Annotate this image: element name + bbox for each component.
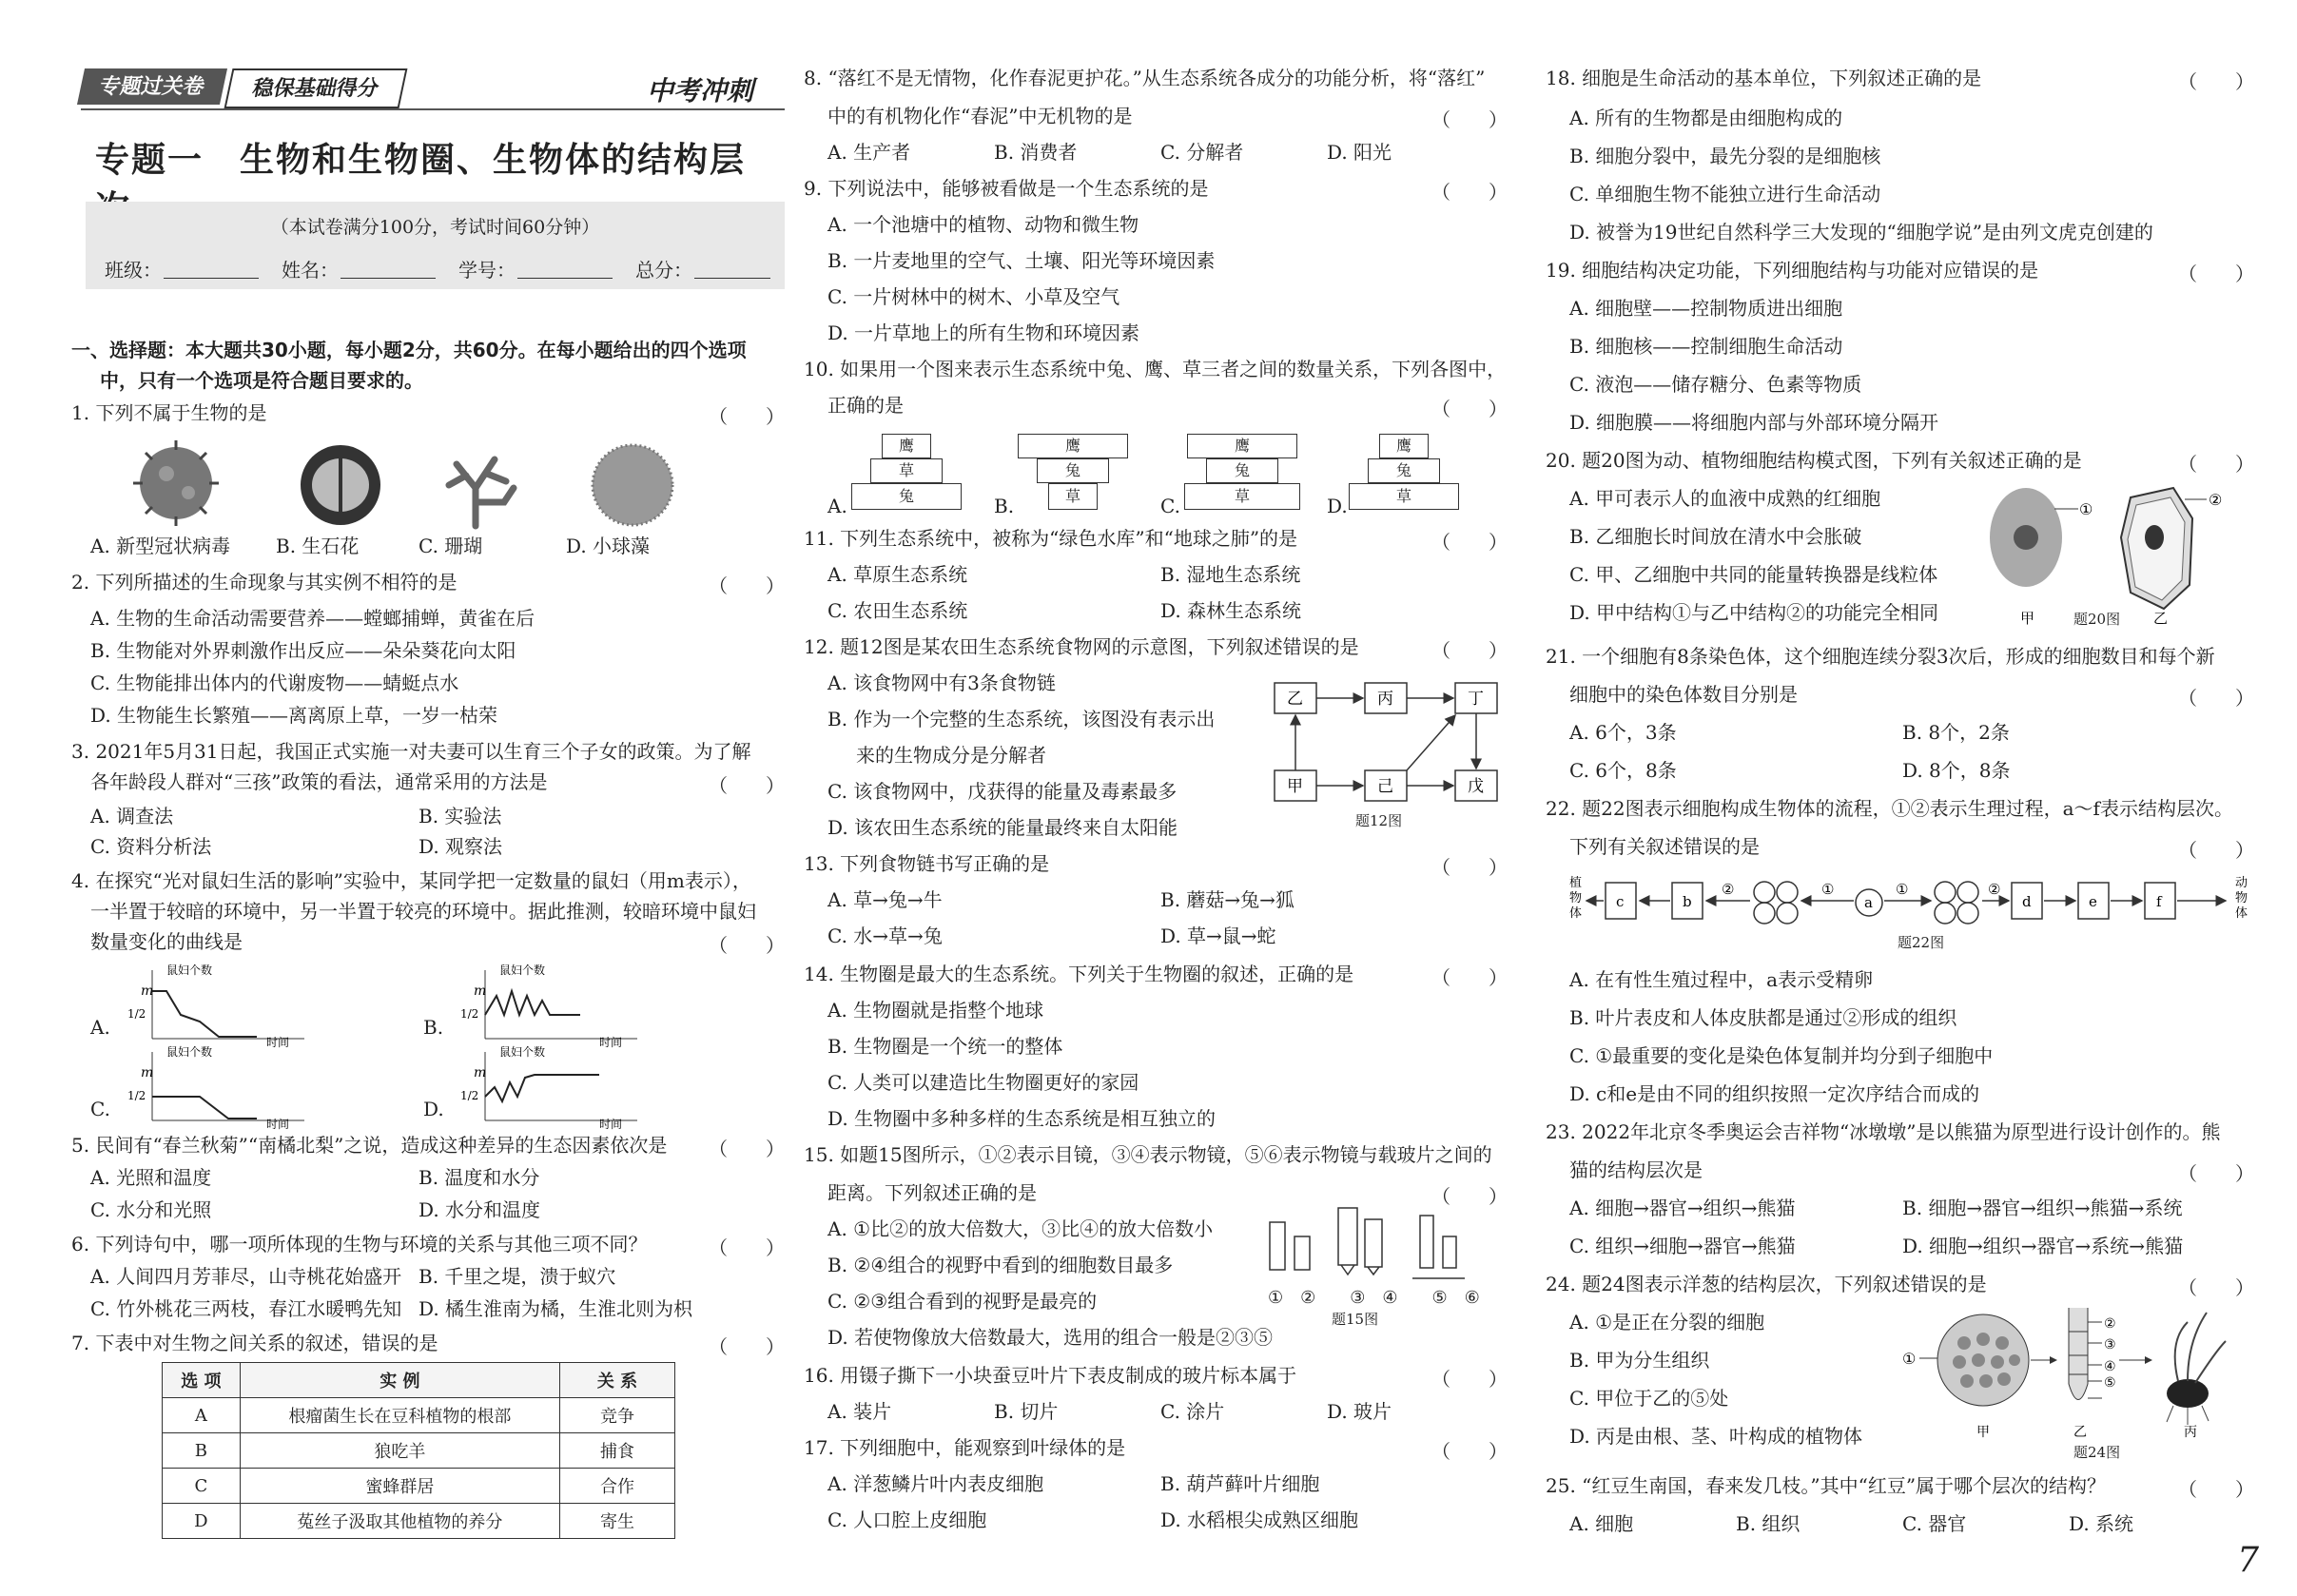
q6-answer-paren[interactable]: （ ） — [709, 1236, 785, 1259]
q4-stem-line1: 4. 在探究“光对鼠妇生活的影响”实验中，某同学把一定数量的鼠妇（用m表示）， — [71, 869, 751, 892]
q18-option-d[interactable]: D. 被誉为19世纪自然科学三大发现的“细胞学说”是由列文虎克创建的 — [1569, 221, 2153, 243]
q14-option-c[interactable]: C. 人类可以建造比生物圈更好的家园 — [827, 1071, 1139, 1094]
q16-option-a[interactable]: A. 装片 — [827, 1400, 892, 1423]
food-web-node: 丙 — [1377, 690, 1393, 709]
q22-option-d[interactable]: D. c和e是由不同的组织按照一定次序结合而成的 — [1569, 1082, 1980, 1105]
table-row — [163, 1469, 675, 1504]
svg-text:c: c — [1616, 893, 1625, 910]
q16-stem: 16. 用镊子撕下一小块蚕豆叶片下表皮制成的玻片标本属于 — [804, 1364, 1297, 1387]
pyramid-d-base: 草 — [1349, 483, 1459, 510]
q5-stem: 5. 民间有“春兰秋菊”“南橘北梨”之说，造成这种差异的生态因素依次是 — [71, 1134, 668, 1157]
q11-option-a[interactable]: A. 草原生态系统 — [827, 563, 968, 586]
food-web-node: 戊 — [1468, 777, 1484, 796]
q1-option-b[interactable]: B. 生石花 — [276, 535, 360, 557]
q25-stem: 25. “红豆生南国，春来发几枝。”其中“红豆”属于哪个层次的结构？ — [1546, 1474, 2107, 1497]
q8-stem-line1: 8. “落红不是无情物，化作春泥更护花。”从生态系统各成分的功能分析，将“落红” — [804, 67, 1486, 89]
q5-answer-paren[interactable]: （ ） — [709, 1138, 785, 1160]
class-label: 班级： — [105, 259, 162, 282]
q3-answer-paren[interactable]: （ ） — [709, 774, 785, 797]
q24-option-a[interactable]: A. ①是正在分裂的细胞 — [1569, 1311, 1765, 1333]
exam-note: （本试卷满分100分，考试时间60分钟） — [270, 217, 600, 238]
q17-answer-paren[interactable]: （ ） — [1431, 1440, 1508, 1463]
q10-option-d[interactable]: D. — [1327, 495, 1348, 517]
svg-text:②: ② — [2209, 491, 2223, 509]
q23-stem-line2: 猫的结构层次是 — [1569, 1158, 1703, 1181]
q4-option-a[interactable]: A. — [90, 1016, 110, 1039]
q20-caption: 题20图 — [2073, 611, 2121, 628]
q19-answer-paren[interactable]: （ ） — [2178, 263, 2254, 285]
svg-text:物: 物 — [1569, 891, 1583, 905]
q22-option-c[interactable]: C. ①最重要的变化是染色体复制并均分到子细胞中 — [1569, 1044, 1994, 1067]
column-1 — [67, 0, 785, 1596]
q11-option-c[interactable]: C. 农田生态系统 — [827, 599, 968, 622]
svg-text:m: m — [141, 1065, 154, 1080]
q6-stem: 6. 下列诗句中，哪一项所体现的生物与环境的关系与其他三项不同？ — [71, 1233, 648, 1255]
svg-text:动: 动 — [2235, 876, 2248, 890]
q15-answer-paren[interactable]: （ ） — [1431, 1185, 1508, 1208]
column-3 — [1546, 0, 2268, 1596]
meristem-tissue-image — [1937, 1314, 2029, 1406]
q23-stem-line1: 23. 2022年北京冬季奥运会吉祥物“冰墩墩”是以熊猫为原型进行设计创作的。熊 — [1546, 1120, 2221, 1143]
q2-answer-paren[interactable]: （ ） — [709, 574, 785, 597]
q18-answer-paren[interactable]: （ ） — [2178, 70, 2254, 93]
svg-text:1/2: 1/2 — [460, 1089, 479, 1102]
q23-option-b[interactable]: B. 细胞→器官→组织→熊猫→系统 — [1902, 1197, 2183, 1219]
pyramid-a-top: 鹰 — [882, 434, 931, 458]
chlorella-image — [593, 445, 672, 525]
q16-answer-paren[interactable]: （ ） — [1431, 1368, 1508, 1391]
q21-option-d[interactable]: D. 8个，8条 — [1902, 759, 2011, 782]
q22-caption: 题22图 — [1898, 934, 1945, 951]
lithops-image — [301, 445, 380, 525]
q20-option-c[interactable]: C. 甲、乙细胞中共同的能量转换器是线粒体 — [1569, 563, 1938, 586]
q19-option-d[interactable]: D. 细胞膜——将细胞内部与外部环境分隔开 — [1569, 411, 1939, 434]
q9-option-d[interactable]: D. 一片草地上的所有生物和环境因素 — [827, 321, 1140, 344]
q1-option-d[interactable]: D. 小球藻 — [566, 535, 651, 557]
q17-option-a[interactable]: A. 洋葱鳞片叶内表皮细胞 — [827, 1472, 1044, 1495]
svg-text:①: ① — [2079, 500, 2093, 518]
animal-cell-image — [1990, 488, 2078, 587]
q17-option-b[interactable]: B. 葫芦藓叶片细胞 — [1160, 1472, 1320, 1495]
brand-logo: 中考冲刺 — [647, 75, 754, 107]
table-cell: 狼吃羊 — [240, 1433, 559, 1469]
q6-option-d[interactable]: D. 橘生淮南为橘，生淮北则为枳 — [419, 1297, 693, 1320]
q19-stem: 19. 细胞结构决定功能，下列细胞结构与功能对应错误的是 — [1546, 259, 2039, 282]
q23-option-c[interactable]: C. 组织→细胞→器官→熊猫 — [1569, 1235, 1796, 1257]
q8-option-d[interactable]: D. 阳光 — [1327, 141, 1392, 164]
svg-text:②: ② — [1988, 881, 2001, 898]
q5-option-a[interactable]: A. 光照和温度 — [90, 1166, 212, 1189]
food-web-node: 己 — [1377, 777, 1393, 796]
q20-option-a[interactable]: A. 甲可表示人的血液中成熟的红细胞 — [1569, 487, 1881, 510]
q7-relation-table — [162, 1362, 675, 1539]
name-label: 姓名： — [282, 259, 339, 282]
q2-stem: 2. 下列所描述的生命现象与其实例不相符的是 — [71, 571, 457, 594]
pyramid-b-base: 草 — [1048, 483, 1098, 510]
table-header-cell: 关 系 — [560, 1363, 675, 1398]
pyramid-c-top: 鹰 — [1187, 434, 1297, 458]
section-heading-line2: 中，只有一个选项是符合题目要求的。 — [100, 369, 423, 392]
q3-stem-line2: 各年龄段人群对“三孩”政策的看法，通常采用的方法是 — [90, 770, 548, 793]
q17-stem: 17. 下列细胞中，能观察到叶绿体的是 — [804, 1436, 1126, 1459]
q7-answer-paren[interactable]: （ ） — [709, 1335, 785, 1358]
q13-option-b[interactable]: B. 蘑菇→兔→狐 — [1160, 888, 1294, 911]
q24-option-c[interactable]: C. 甲位于乙的⑤处 — [1569, 1387, 1729, 1410]
header-tag-1: 专题过关卷 — [77, 68, 227, 105]
q6-option-c[interactable]: C. 竹外桃花三两枝，春江水暖鸭先知 — [90, 1297, 402, 1320]
q8-option-a[interactable]: A. 生产者 — [827, 141, 911, 164]
q6-option-b[interactable]: B. 千里之堤，溃于蚁穴 — [419, 1265, 616, 1288]
q12-answer-paren[interactable]: （ ） — [1431, 639, 1508, 662]
table-cell: 菟丝子汲取其他植物的养分 — [240, 1504, 559, 1539]
virus-image — [133, 440, 219, 526]
svg-text:1/2: 1/2 — [127, 1007, 146, 1021]
q24-option-d[interactable]: D. 丙是由根、茎、叶构成的植物体 — [1569, 1425, 1863, 1448]
table-cell: 寄生 — [560, 1504, 675, 1539]
pyramid-d-mid: 兔 — [1368, 458, 1440, 483]
section-heading-line1: 一、选择题：本大题共30小题，每小题2分，共60分。在每小题给出的四个选项 — [71, 339, 747, 361]
column-2 — [804, 0, 1527, 1596]
q9-option-c[interactable]: C. 一片树林中的树木、小草及空气 — [827, 285, 1120, 308]
svg-text:时间: 时间 — [266, 1036, 290, 1048]
svg-text:丙: 丙 — [2184, 1425, 2197, 1440]
q13-answer-paren[interactable]: （ ） — [1431, 856, 1508, 879]
q7-stem: 7. 下表中对生物之间关系的叙述，错误的是 — [71, 1332, 438, 1354]
q4-graph-a — [114, 963, 314, 1048]
q19-option-a[interactable]: A. 细胞壁——控制物质进出细胞 — [1569, 297, 1843, 320]
q2-option-c[interactable]: C. 生物能排出体内的代谢废物——蜻蜓点水 — [90, 671, 459, 694]
q11-option-d[interactable]: D. 森林生态系统 — [1160, 599, 1302, 622]
q20-option-d[interactable]: D. 甲中结构①与乙中结构②的功能完全相同 — [1569, 601, 1939, 624]
q22-answer-paren[interactable]: （ ） — [2178, 839, 2254, 862]
svg-text:乙: 乙 — [2073, 1425, 2087, 1440]
food-web-node: 丁 — [1468, 690, 1484, 709]
q15-caption: 题15图 — [1332, 1311, 1379, 1328]
pyramid-a-mid: 草 — [870, 458, 943, 483]
svg-text:③: ③ — [2104, 1337, 2116, 1353]
q8-option-b[interactable]: B. 消费者 — [994, 141, 1078, 164]
q18-option-c[interactable]: C. 单细胞生物不能独立进行生命活动 — [1569, 183, 1881, 205]
q24-stem: 24. 题24图表示洋葱的结构层次，下列叙述错误的是 — [1546, 1273, 1987, 1295]
svg-text:甲: 甲 — [2020, 610, 2035, 627]
svg-text:体: 体 — [1569, 906, 1583, 921]
q4-option-c[interactable]: C. — [90, 1098, 110, 1120]
q21-option-a[interactable]: A. 6个，3条 — [1569, 721, 1677, 744]
q24-onion-diagram — [1902, 1303, 2235, 1446]
q23-answer-paren[interactable]: （ ） — [2178, 1162, 2254, 1185]
table-cell: B — [163, 1433, 241, 1469]
food-web-node: 乙 — [1287, 690, 1303, 709]
q4-stem-line2: 一半置于较暗的环境中，另一半置于较亮的环境中。据此推测，较暗环境中鼠妇 — [90, 900, 756, 923]
q15-option-a[interactable]: A. ①比②的放大倍数大，③比④的放大倍数小 — [827, 1217, 1214, 1240]
q10-option-a[interactable]: A. — [827, 495, 847, 517]
q12-option-c[interactable]: C. 该食物网中，戊获得的能量及毒素最多 — [827, 780, 1178, 803]
q22-flow-diagram — [1569, 866, 2254, 942]
pyramid-b-mid: 兔 — [1037, 458, 1109, 483]
svg-text:②: ② — [1722, 881, 1735, 898]
q8-answer-paren[interactable]: （ ） — [1431, 108, 1508, 131]
q18-option-b[interactable]: B. 细胞分裂中，最先分裂的是细胞核 — [1569, 145, 1881, 167]
svg-text:物: 物 — [2235, 891, 2248, 905]
pyramid-c-base: 草 — [1184, 483, 1300, 510]
svg-text:鼠妇个数: 鼠妇个数 — [166, 963, 213, 977]
q22-option-b[interactable]: B. 叶片表皮和人体皮肤都是通过②形成的组织 — [1569, 1006, 1957, 1029]
q3-option-a[interactable]: A. 调查法 — [90, 805, 174, 827]
q13-stem: 13. 下列食物链书写正确的是 — [804, 852, 1050, 875]
table-cell: 蜜蜂群居 — [240, 1469, 559, 1504]
q10-stem-line2: 正确的是 — [827, 394, 904, 417]
table-row — [163, 1504, 675, 1539]
table-cell: C — [163, 1469, 241, 1504]
q12-option-d[interactable]: D. 该农田生态系统的能量最终来自太阳能 — [827, 816, 1178, 839]
q15-option-d[interactable]: D. 若使物像放大倍数最大，选用的组合一般是②③⑤ — [827, 1326, 1274, 1349]
q5-option-d[interactable]: D. 水分和温度 — [419, 1198, 541, 1221]
svg-text:鼠妇个数: 鼠妇个数 — [499, 1045, 546, 1059]
q25-option-a[interactable]: A. 细胞 — [1569, 1512, 1634, 1535]
q20-stem: 20. 题20图为动、植物细胞结构模式图，下列有关叙述正确的是 — [1546, 449, 2082, 472]
q4-graph-b — [447, 963, 647, 1048]
q15-microscope-lenses — [1260, 1198, 1489, 1284]
q14-stem: 14. 生物圈是最大的生态系统。下列关于生物圈的叙述，正确的是 — [804, 963, 1354, 985]
q23-option-d[interactable]: D. 细胞→组织→器官→系统→熊猫 — [1902, 1235, 2184, 1257]
q13-option-d[interactable]: D. 草→鼠→蛇 — [1160, 925, 1276, 947]
pyramid-a-base: 兔 — [851, 483, 962, 510]
q5-option-b[interactable]: B. 温度和水分 — [419, 1166, 540, 1189]
table-row — [163, 1433, 675, 1469]
q18-option-a[interactable]: A. 所有的生物都是由细胞构成的 — [1569, 107, 1843, 129]
svg-text:b: b — [1683, 893, 1692, 910]
svg-text:体: 体 — [2235, 906, 2248, 921]
q2-option-a[interactable]: A. 生物的生命活动需要营养——螳螂捕蝉，黄雀在后 — [90, 607, 535, 630]
q25-answer-paren[interactable]: （ ） — [2178, 1478, 2254, 1501]
q8-option-c[interactable]: C. 分解者 — [1160, 141, 1244, 164]
q20-cell-diagram — [1978, 480, 2226, 628]
q1-pictures — [114, 436, 732, 531]
q24-option-b[interactable]: B. 甲为分生组织 — [1569, 1349, 1710, 1372]
q21-answer-paren[interactable]: （ ） — [2178, 687, 2254, 710]
table-header-row — [163, 1363, 675, 1398]
svg-text:m: m — [474, 1065, 487, 1080]
svg-text:②: ② — [2104, 1316, 2116, 1332]
q17-option-c[interactable]: C. 人口腔上皮细胞 — [827, 1508, 987, 1531]
q25-option-d[interactable]: D. 系统 — [2069, 1512, 2134, 1535]
q12-stem: 12. 题12图是某农田生态系统食物网的示意图，下列叙述错误的是 — [804, 635, 1359, 658]
table-cell: 合作 — [560, 1469, 675, 1504]
q11-option-b[interactable]: B. 湿地生态系统 — [1160, 563, 1301, 586]
q1-stem: 1. 下列不属于生物的是 — [71, 401, 267, 424]
q22-stem-line1: 22. 题22图表示细胞构成生物体的流程，①②表示生理过程，a～f表示结构层次。 — [1546, 797, 2233, 820]
q1-option-a[interactable]: A. 新型冠状病毒 — [90, 535, 231, 557]
q15-option-b[interactable]: B. ②④组合的视野中看到的细胞数目最多 — [827, 1254, 1174, 1276]
svg-text:1/2: 1/2 — [460, 1007, 479, 1021]
q12-option-a[interactable]: A. 该食物网中有3条食物链 — [827, 671, 1056, 694]
svg-text:时间: 时间 — [599, 1036, 623, 1048]
q4-option-d[interactable]: D. — [423, 1098, 444, 1120]
q25-option-c[interactable]: C. 器官 — [1902, 1512, 1967, 1535]
q25-option-b[interactable]: B. 组织 — [1736, 1512, 1801, 1535]
svg-text:1/2: 1/2 — [127, 1089, 146, 1102]
table-header-cell: 实 例 — [240, 1363, 559, 1398]
exam-info-box — [86, 202, 785, 289]
q12-option-b-line2: 来的生物成分是分解者 — [856, 744, 1046, 767]
class-field[interactable] — [164, 278, 259, 279]
header-tag-2: 稳保基础得分 — [224, 68, 408, 108]
onion-plant-image — [2167, 1313, 2226, 1425]
q19-option-c[interactable]: C. 液泡——储存糖分、色素等物质 — [1569, 373, 1862, 396]
q9-answer-paren[interactable]: （ ） — [1431, 181, 1508, 204]
q14-answer-paren[interactable]: （ ） — [1431, 966, 1508, 989]
q10-option-c[interactable]: C. — [1160, 495, 1180, 517]
svg-text:乙: 乙 — [2153, 610, 2169, 627]
q2-option-d[interactable]: D. 生物能生长繁殖——离离原上草，一岁一枯荣 — [90, 704, 498, 727]
root-tip-image — [2069, 1308, 2102, 1400]
plant-cell-image — [2121, 488, 2207, 609]
q13-option-a[interactable]: A. 草→兔→牛 — [827, 888, 943, 911]
q1-option-c[interactable]: C. 珊瑚 — [419, 535, 483, 557]
q16-option-c[interactable]: C. 涂片 — [1160, 1400, 1225, 1423]
pyramid-b-top: 鹰 — [1018, 434, 1128, 458]
svg-text:⑤: ⑤ — [2104, 1375, 2116, 1391]
q5-option-c[interactable]: C. 水分和光照 — [90, 1198, 212, 1221]
svg-text:m: m — [141, 983, 154, 999]
q4-graph-d — [447, 1044, 647, 1130]
q19-option-b[interactable]: B. 细胞核——控制细胞生命活动 — [1569, 335, 1843, 358]
q14-option-a[interactable]: A. 生物圈就是指整个地球 — [827, 999, 1044, 1022]
q3-stem-line1: 3. 2021年5月31日起，我国正式实施一对夫妻可以生育三个子女的政策。为了解 — [71, 740, 751, 763]
q15-stem-line2: 距离。下列叙述正确的是 — [827, 1181, 1037, 1204]
q15-option-c[interactable]: C. ②③组合看到的视野是最亮的 — [827, 1290, 1098, 1313]
q16-option-b[interactable]: B. 切片 — [994, 1400, 1059, 1423]
q9-option-b[interactable]: B. 一片麦地里的空气、土壤、阳光等环境因素 — [827, 249, 1216, 272]
svg-text:鼠妇个数: 鼠妇个数 — [166, 1045, 213, 1059]
svg-text:m: m — [474, 983, 487, 999]
q21-stem-line1: 21. 一个细胞有8条染色体，这个细胞连续分裂3次后，形成的细胞数目和每个新 — [1546, 645, 2215, 668]
svg-text:a: a — [1864, 894, 1873, 911]
header-rule — [81, 108, 785, 110]
q11-stem: 11. 下列生态系统中，被称为“绿色水库”和“地球之肺”的是 — [804, 527, 1298, 550]
pyramid-c-mid: 兔 — [1206, 458, 1278, 483]
svg-text:④: ④ — [2104, 1359, 2116, 1374]
q3-option-b[interactable]: B. 实验法 — [419, 805, 502, 827]
q12-caption: 题12图 — [1355, 812, 1403, 829]
svg-text:鼠妇个数: 鼠妇个数 — [499, 963, 546, 977]
svg-text:①: ① — [1902, 1350, 1917, 1368]
score-label: 总分： — [635, 259, 692, 282]
q21-option-b[interactable]: B. 8个，2条 — [1902, 721, 2010, 744]
svg-text:d: d — [2022, 893, 2032, 910]
q22-option-a[interactable]: A. 在有性生殖过程中，a表示受精卵 — [1569, 968, 1874, 991]
table-cell: A — [163, 1398, 241, 1433]
q21-option-c[interactable]: C. 6个，8条 — [1569, 759, 1677, 782]
q12-option-b-line1[interactable]: B. 作为一个完整的生态系统，该图没有表示出 — [827, 708, 1216, 730]
q24-answer-paren[interactable]: （ ） — [2178, 1276, 2254, 1299]
name-field[interactable] — [341, 278, 436, 279]
q4-stem-line3: 数量变化的曲线是 — [90, 930, 243, 953]
table-cell: 竞争 — [560, 1398, 675, 1433]
page-number: 7 — [2237, 1541, 2259, 1580]
q3-option-d[interactable]: D. 观察法 — [419, 835, 503, 858]
coral-image — [449, 459, 514, 526]
q1-answer-paren[interactable]: （ ） — [709, 405, 785, 428]
q6-option-a[interactable]: A. 人间四月芳菲尽，山寺桃花始盛开 — [90, 1265, 402, 1288]
table-cell: 根瘤菌生长在豆科植物的根部 — [240, 1398, 559, 1433]
q9-option-a[interactable]: A. 一个池塘中的植物、动物和微生物 — [827, 213, 1139, 236]
q23-option-a[interactable]: A. 细胞→器官→组织→熊猫 — [1569, 1197, 1796, 1219]
svg-text:①: ① — [1896, 881, 1909, 898]
q10-stem-line1: 10. 如果用一个图来表示生态系统中兔、鹰、草三者之间的数量关系，下列各图中， — [804, 358, 1507, 380]
svg-text:时间: 时间 — [599, 1118, 623, 1130]
table-cell: D — [163, 1504, 241, 1539]
q20-option-b[interactable]: B. 乙细胞长时间放在清水中会胀破 — [1569, 525, 1862, 548]
svg-text:植: 植 — [1569, 876, 1583, 890]
q21-stem-line2: 细胞中的染色体数目分别是 — [1569, 683, 1798, 706]
q11-answer-paren[interactable]: （ ） — [1431, 531, 1508, 554]
q3-option-c[interactable]: C. 资料分析法 — [90, 835, 212, 858]
id-label: 学号： — [458, 259, 516, 282]
svg-text:e: e — [2089, 893, 2097, 910]
table-row — [163, 1398, 675, 1433]
q15-stem-line1: 15. 如题15图所示，①②表示目镜，③④表示物镜，⑤⑥表示物镜与载玻片之间的 — [804, 1143, 1492, 1166]
svg-text:时间: 时间 — [266, 1118, 290, 1130]
q14-option-d[interactable]: D. 生物圈中多种多样的生态系统是相互独立的 — [827, 1107, 1217, 1130]
svg-text:f: f — [2156, 893, 2162, 910]
q17-option-d[interactable]: D. 水稻根尖成熟区细胞 — [1160, 1508, 1359, 1531]
q20-answer-paren[interactable]: （ ） — [2178, 453, 2254, 476]
q4-answer-paren[interactable]: （ ） — [709, 934, 785, 957]
food-web-node: 甲 — [1287, 777, 1303, 796]
q16-option-d[interactable]: D. 玻片 — [1327, 1400, 1392, 1423]
q4-option-b[interactable]: B. — [423, 1016, 444, 1039]
q24-caption: 题24图 — [2073, 1444, 2121, 1461]
q10-answer-paren[interactable]: （ ） — [1431, 398, 1508, 420]
q8-stem-line2: 中的有机物化作“春泥”中无机物的是 — [827, 105, 1133, 127]
q13-option-c[interactable]: C. 水→草→兔 — [827, 925, 943, 947]
q18-stem: 18. 细胞是生命活动的基本单位，下列叙述正确的是 — [1546, 67, 1982, 89]
q10-option-b[interactable]: B. — [994, 495, 1015, 517]
q2-option-b[interactable]: B. 生物能对外界刺激作出反应——朵朵葵花向太阳 — [90, 639, 516, 662]
q9-stem: 9. 下列说法中，能够被看做是一个生态系统的是 — [804, 177, 1209, 200]
q15-lens-labels: ① ② ③ ④ ⑤ ⑥ — [1268, 1288, 1480, 1308]
table-header-cell: 选 项 — [163, 1363, 241, 1398]
table-cell: 捕食 — [560, 1433, 675, 1469]
q22-stem-line2: 下列有关叙述错误的是 — [1569, 835, 1760, 858]
svg-text:甲: 甲 — [1976, 1425, 1990, 1440]
svg-text:①: ① — [1821, 881, 1835, 898]
q14-option-b[interactable]: B. 生物圈是一个统一的整体 — [827, 1035, 1063, 1058]
pyramid-d-top: 鹰 — [1379, 434, 1429, 458]
id-field[interactable] — [517, 278, 613, 279]
q4-graph-c — [114, 1044, 314, 1130]
score-field[interactable] — [694, 278, 770, 279]
page-title: 专题一 生物和生物圈、生物体的结构层 — [95, 141, 747, 180]
